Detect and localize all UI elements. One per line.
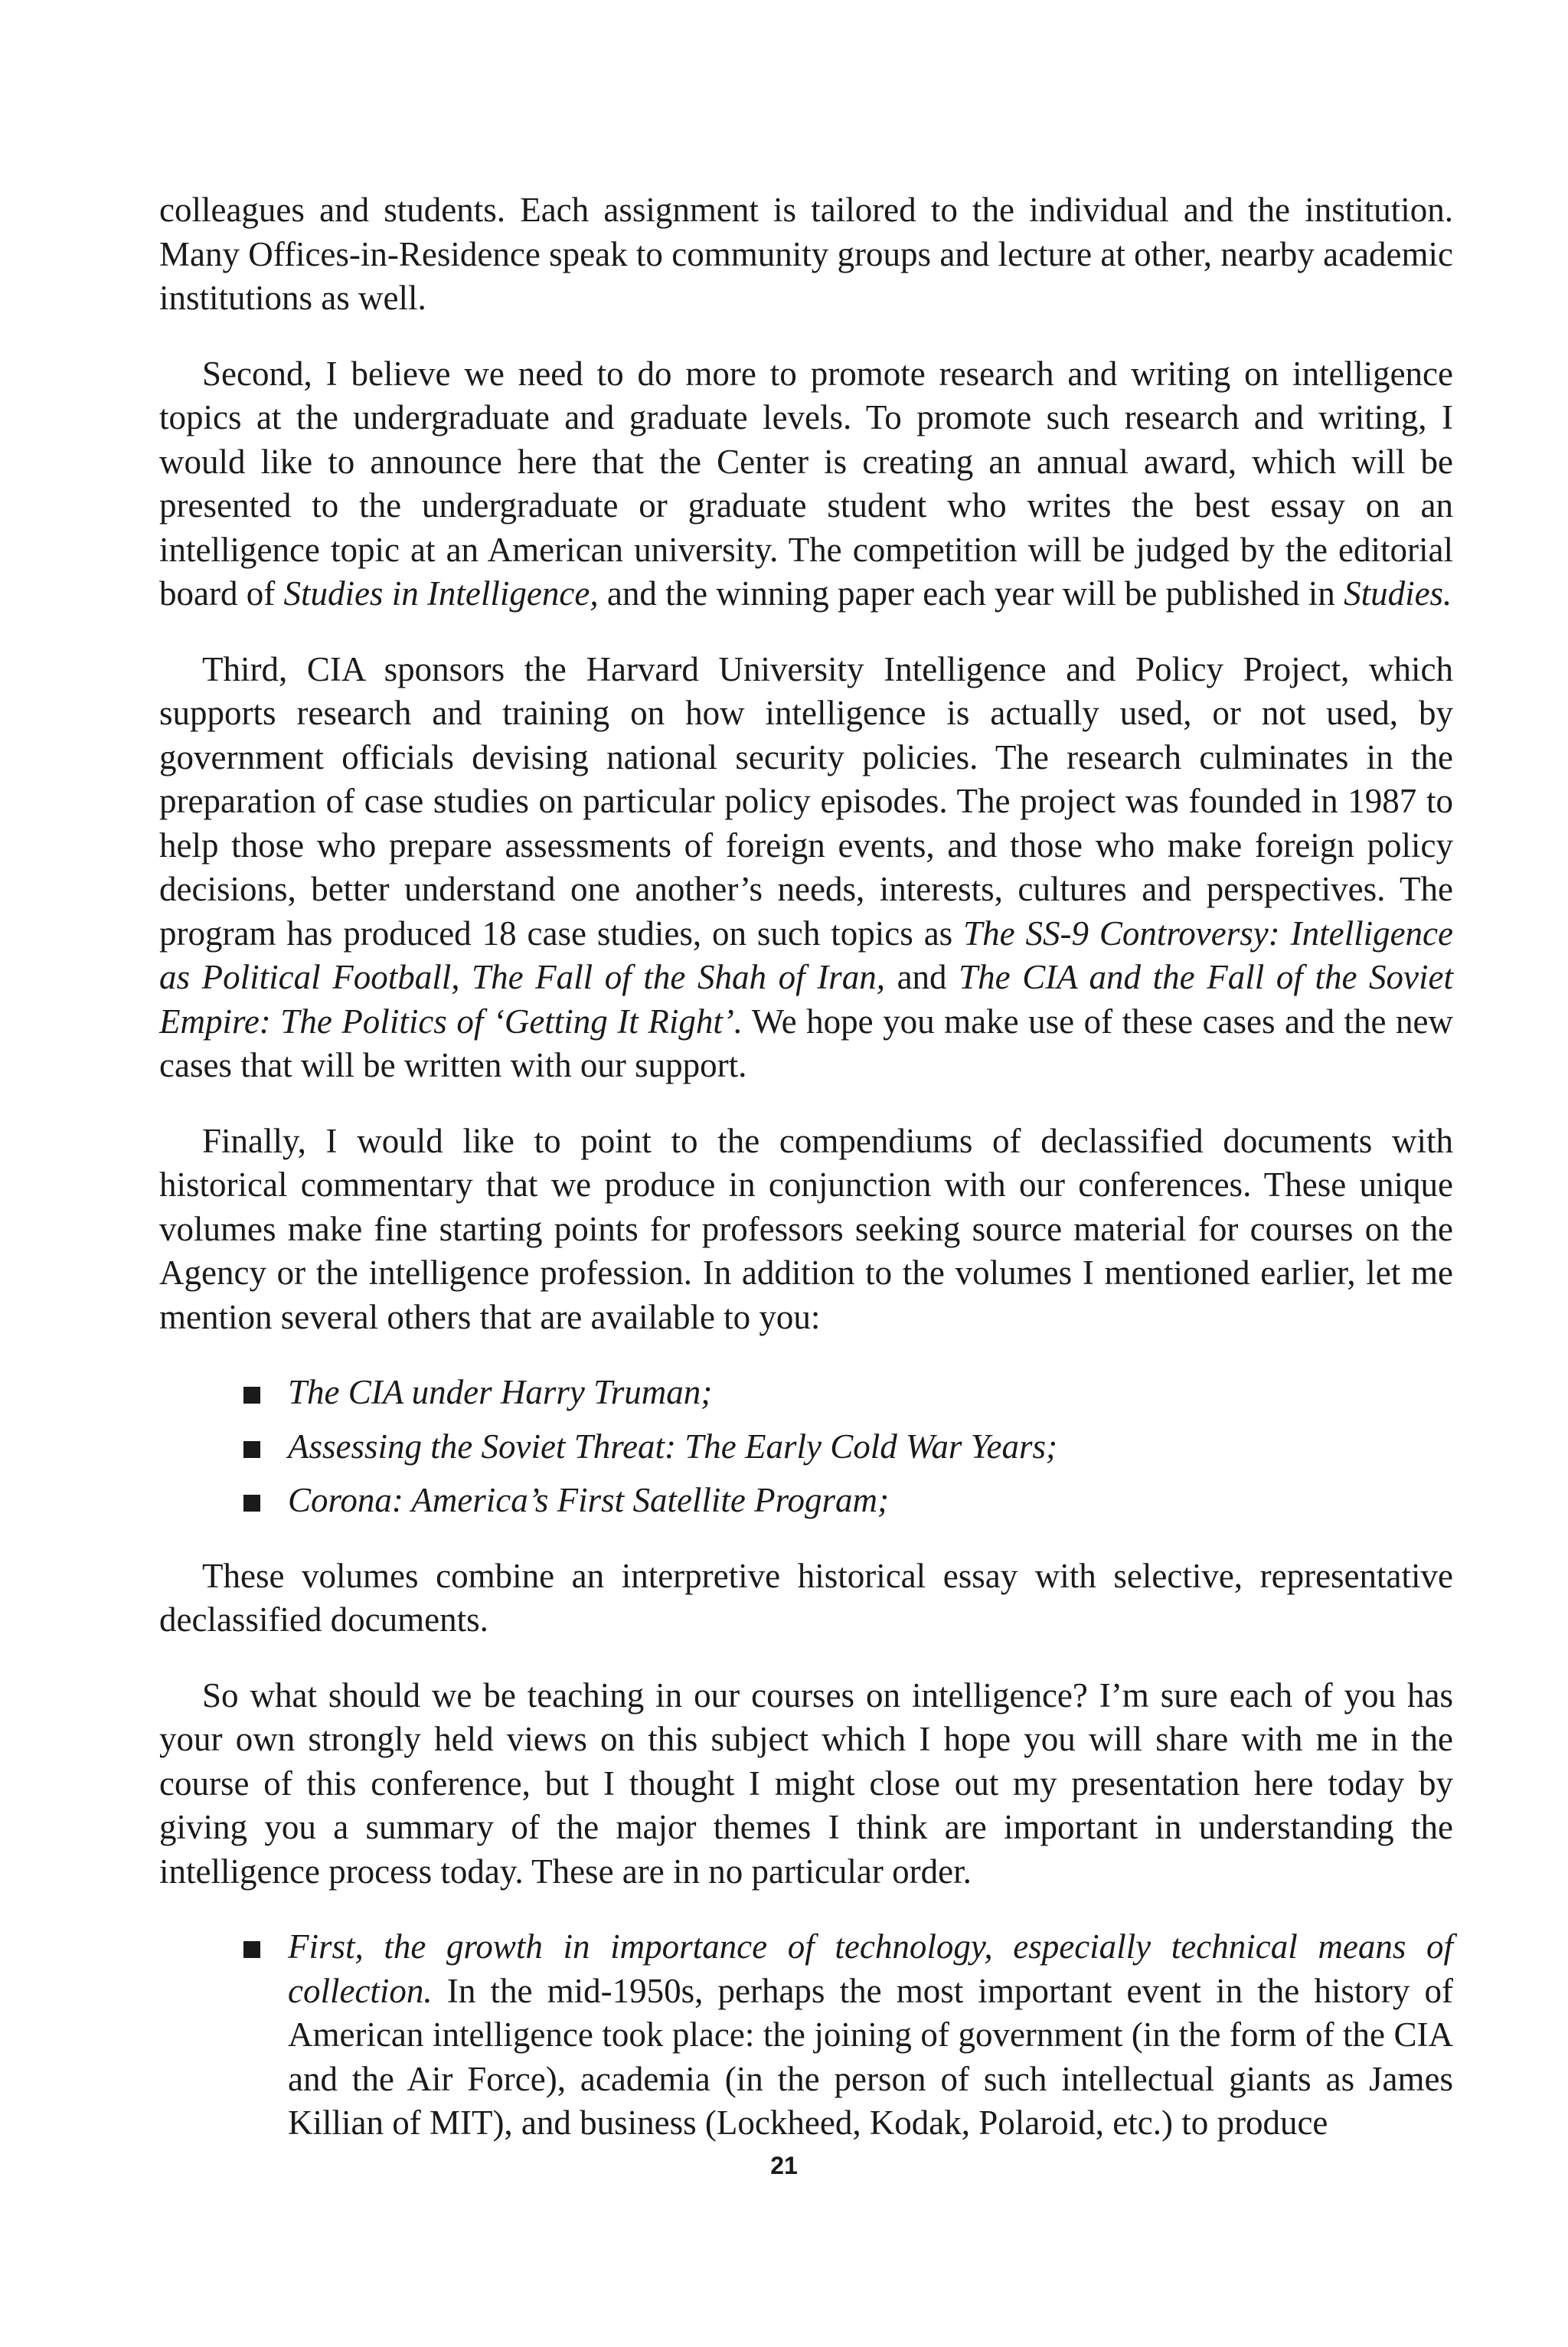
square-bullet-icon [243,1387,260,1404]
award-text-1: Second, I believe we need to do more to promote research and writing on intelligence topics at the undergraduate and graduate levels. To promote such research and writing, I would like to announce here that the Center is creating an annual award, which will be presented to the undergraduate or graduate student who writes the best essay on an intelligence topic at an American university. The competition will be judged by the editorial board of [159,354,1453,613]
paragraph-offices-in-residence: colleagues and students. Each assignment is tailored to the individual and the institution. Many Offices-in-Residence speak to community groups and lecture at other, nearby academic institutions as well. [159,191,1453,317]
theme-text: In the mid-1950s, perhaps the most important event in the history of American intelligence took place: the joining of government (in the form of the CIA and the Air Force), academia (in the person of such intellectual giants as James Killian of MIT), and business (Lockheed, Kodak, Polaroid, etc.) to produce [288,1971,1453,2142]
list-item [159,1479,1453,1523]
harvard-text-3: We hope you make use of these cases and the new cases that will be written with our support. [159,1002,1454,1084]
square-bullet-icon [243,1495,260,1512]
page-number: 21 [770,2152,798,2179]
volume-title: Assessing the Soviet Threat: The Early Cold War Years; [288,1427,1058,1466]
page-body [159,188,1453,2146]
award-text-2: and the winning paper each year will be published in [598,574,1344,613]
paragraph-annual-award [159,352,1453,616]
list-item [159,1425,1453,1469]
paragraph-harvard-project [159,648,1453,1088]
case-study-titles-1: The SS-9 Controversy: Intelligence as Political Football, The Fall of the Shah of Iran, [159,914,1453,996]
list-item [159,1371,1453,1415]
paragraph-volumes-description: These volumes combine an interpretive historical essay with selective, representative declassified documents. [159,1556,1453,1639]
harvard-text-1: Third, CIA sponsors the Harvard University Intelligence and Policy Project, which supports research and training on how intelligence is actually used, or not used, by government officials devising national security policies. The research culminates in the preparation of case studies on particular policy episodes. The project was founded in 1987 to help those who prepare assessments of foreign events, and those who make foreign policy decisions, better understand one another’s needs, interests, cultures and perspectives. The program has produced 18 case studies, on such topics as [159,649,1453,953]
volume-title: The CIA under Harry Truman; [288,1373,713,1411]
volumes-list [159,1371,1453,1523]
paragraph-teaching-themes: So what should we be teaching in our courses on intelligence? I’m sure each of you has your own strongly held views on this subject which I hope you will share with me in the course of this conference, but I thought I might close out my presentation here today by giving you a summary of the major themes I think are important in understanding the intelligence process today. These are in no particular order. [159,1675,1453,1891]
volume-title: Corona: America’s First Satellite Program; [288,1481,889,1519]
case-study-titles-2: The CIA and the Fall of the Soviet Empire: The Politics of ‘Getting It Right’. [159,958,1454,1041]
journal-title-studies-in-intelligence: Studies in Intelligence, [283,574,599,613]
journal-title-studies: Studies. [1344,574,1452,613]
square-bullet-icon [243,1941,260,1958]
theme-item-technology [159,1925,1453,2146]
square-bullet-icon [243,1441,260,1458]
theme-lead: First, the growth in importance of technology, especially technical means of collection. [288,1927,1453,2010]
harvard-text-2: and [884,958,959,996]
paragraph-compendiums: Finally, I would like to point to the compendiums of declassified documents with historical commentary that we produce in conjunction with our conferences. These unique volumes make fine starting points for professors seeking source material for courses on the Agency or the intelligence profession. In addition to the volumes I mentioned earlier, let me mention several others that are available to you: [159,1121,1453,1336]
